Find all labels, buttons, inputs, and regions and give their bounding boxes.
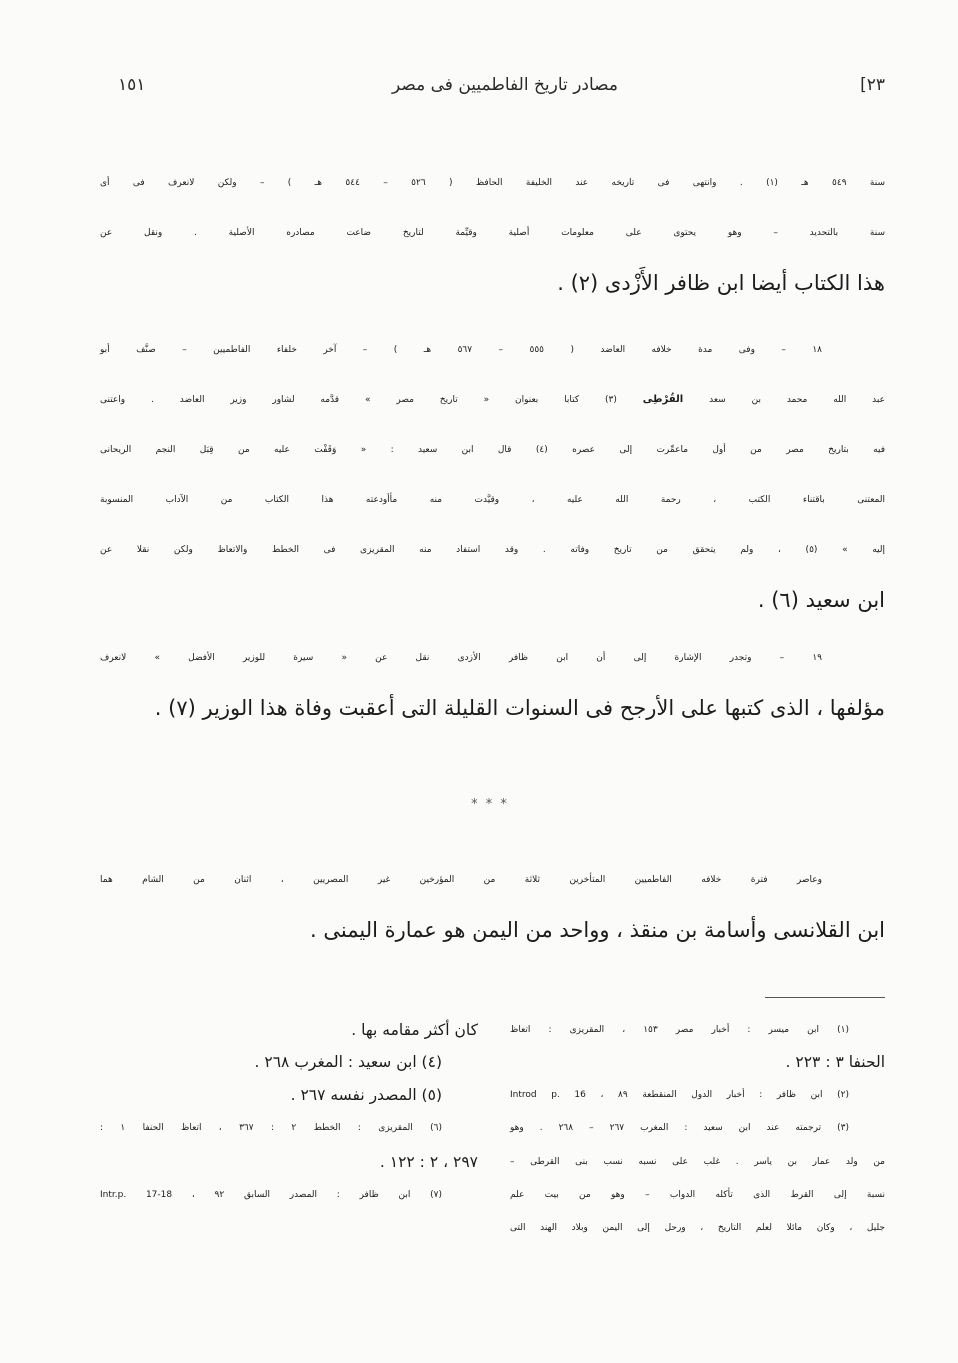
line-text: عبد الله محمد بن سعد xyxy=(709,395,885,405)
footnote-line: (٢) ابن ظافر : أخبار الدول المنقطعة ٨٩ ، Introd p. 16 xyxy=(510,1090,849,1100)
page-number: ١٥١ xyxy=(118,75,146,95)
body-line: فيه بتاريخ مصر من أول ماعمِّرت إلى عصره (٤) قال ابن سعيد : « وَقَفْت عليه من قِبَل النجم الريحانى xyxy=(100,445,885,455)
footnote-line: جليل ، وكان مائلا لعلم التاريخ ، ورحل إلى اليمن وبلاد الهند التى xyxy=(510,1223,885,1233)
body-line: ابن القلانسى وأسامة بن منقذ ، وواحد من اليمن هو عمارة اليمنى . xyxy=(310,918,885,942)
body-line: سنة بالتحديد – وهو يحتوى على معلومات أصلية وقيِّمة لتاريخ ضاعت مصادره الأصلية . ونقل عن xyxy=(100,228,885,238)
body-line: إليه » (٥) ، ولم يتحقق من تاريخ وفاته . وقد استفاد منه المقريزى فى الخطط والاتعاظ ولكن نقلا عن xyxy=(100,545,885,555)
footnote-rule xyxy=(765,997,885,998)
line-text: (٣) كتابا بعنوان « تاريخ مصر » قدَّمه لشاور وزير العاضد . واعتنى xyxy=(100,395,617,405)
body-line: ١٨ – وفى مدة خلافه العاضد ( ٥٥٥ – ٥٦٧ هـ ) – آخر خلفاء الفاطميين – صنَّف أبو xyxy=(100,345,822,355)
footnote-line: (٣) ترجمته عند ابن سعيد : المغرب ٢٦٧ – ٢٦٨ . وهو xyxy=(510,1123,849,1133)
body-line: هذا الكتاب أيضا ابن ظافر الأَزْدى (٢) . xyxy=(557,271,885,295)
running-title: مصادر تاريخ الفاطميين فى مصر xyxy=(391,75,618,95)
footnote-line: الحنفا ٣ : ٢٢٣ . xyxy=(785,1053,885,1071)
footnote-line: (٧) ابن ظافر : المصدر السابق ٩٢ ، Intr.p. 17-18 xyxy=(100,1190,442,1200)
footnote-line: (٥) المصدر نفسه ٢٦٧ . xyxy=(290,1086,442,1104)
footnote-line: (١) ابن ميسر : أخبار مصر ١٥٣ ، المقريزى : اتعاظ xyxy=(510,1025,849,1035)
footnote-line: من ولد عمار بن ياسر . غلب على نسبه نسب بنى القرطى – xyxy=(510,1157,885,1167)
footnote-line: (٦) المقريزى : الخطط ٢ : ٣٦٧ ، اتعاظ الحنفا ١ : xyxy=(100,1123,443,1133)
body-line: وعاصر فترة خلافه الفاطميين المتأخرين ثلاثة من المؤرخين غير المصريين ، اثنان من الشام هما xyxy=(100,875,822,885)
body-line: ١٩ – وتجدر الإشارة إلى أن ابن ظافر الأزدى نقل عن « سيرة للوزير الأفضل » لانعرف xyxy=(100,653,822,663)
section-separator: * * * xyxy=(471,797,509,812)
body-line: ابن سعيد (٦) . xyxy=(757,588,885,612)
body-line: مؤلفها ، الذى كتبها على الأرجح فى السنوات القليلة التى أعقبت وفاة هذا الوزير (٧) . xyxy=(154,696,885,720)
body-line xyxy=(100,380,885,420)
body-line: سنة ٥٤٩ هـ (١) . وانتهى فى تاريخه عند الخليفة الحافظ ( ٥٢٦ – ٥٤٤ هـ ) – ولكن لانعرف فى أى xyxy=(100,178,885,188)
footnote-line: ٢٩٧ ، ٢ : ١٢٢ . xyxy=(379,1153,478,1171)
section-marker: [٢٣ xyxy=(860,75,885,95)
body-line: المعتنى باقتناء الكتب ، رحمة الله عليه ، وقيَّدت منه مأأودعته هذا الكتاب من الآداب المنسوبة xyxy=(100,495,885,505)
footnote-line: (٤) ابن سعيد : المغرب ٢٦٨ . xyxy=(254,1053,442,1071)
footnote-line: نسبة إلى القرط الذى تأكله الدواب – وهو من بيت علم xyxy=(510,1190,885,1200)
footnote-line: كان أكثر مقامه بها . xyxy=(351,1021,478,1039)
author-name-bold: القُرْطِى xyxy=(642,394,684,405)
